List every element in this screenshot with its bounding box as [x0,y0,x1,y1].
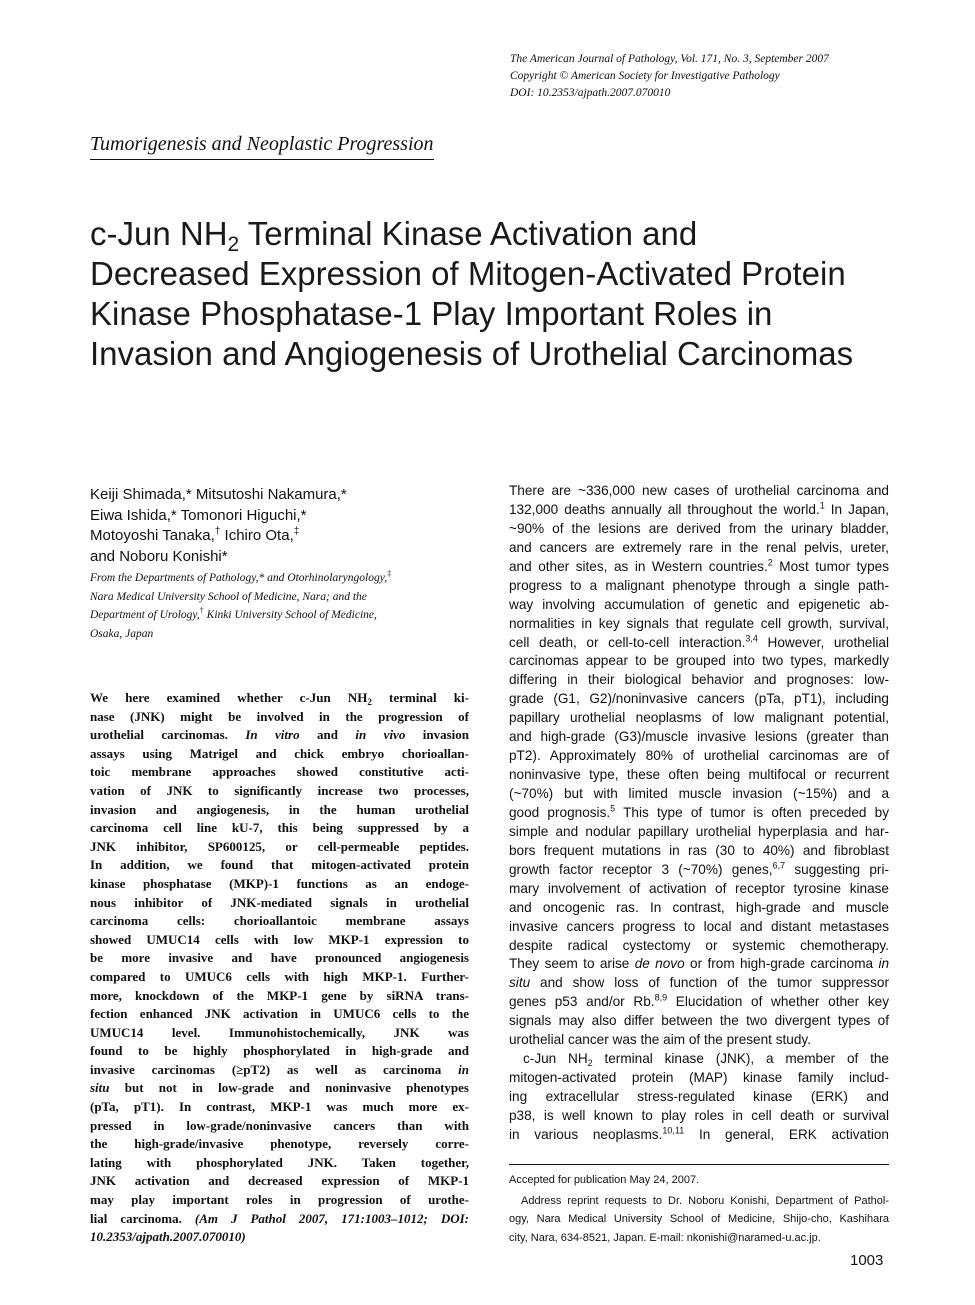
affiliation-mark: ‡ [387,569,392,579]
abstract-line [90,726,469,745]
abstract-line: vation of JNK to significantly increase two processes, [90,782,469,798]
body-line [509,1050,889,1069]
affiliation-text: From the Departments of Pathology,* and Otorhinolaryngology, [90,572,388,584]
body-line: despite radical cystectomy or systemic chemotherapy. [509,937,889,953]
abstract-subscript: 2 [367,697,372,707]
abstract-line: nous inhibitor of JNK-mediated signals in urothelial [90,894,469,910]
abstract-line [90,689,469,708]
journal-info [510,51,930,102]
abstract [90,689,469,1247]
body-line: grade (G1, G2)/noninvasive cancers (pTa, pT1), including [509,691,889,707]
body-line: carcinomas appear to be grouped into two types, markedly [509,653,889,669]
author-line: and Noboru Konishi* [90,547,228,565]
abstract-line: found to be highly phosphorylated in high-grade and [90,1043,469,1059]
body-line [509,861,889,880]
affiliation-text: Department of Urology, [90,609,200,621]
reference-mark: 2 [767,557,773,568]
author-text: Motoyoshi Tanaka, [90,527,215,544]
abstract-line: showed UMUC14 cells with low MKP-1 expression to [90,931,469,947]
abstract-text: terminal ki- [371,690,469,705]
footnote-reprint: city, Nara, 634-8521, Japan. E-mail: nkonishi@naramed-u.ac.jp. [509,1231,821,1244]
body-line [509,993,889,1012]
journal-doi: DOI: 10.2353/ajpath.2007.070010 [510,87,671,99]
body-line: normalities in key signals that regulate cell growth, survival, [509,615,889,631]
footnote-accepted: Accepted for publication May 24, 2007. [509,1174,700,1186]
abstract-line: JNK activation and decreased expression of MKP-1 [90,1173,469,1189]
abstract-line [90,1079,469,1098]
title-subscript: 2 [227,233,240,256]
author-line: Eiwa Ishida,* Tomonori Higuchi,* [90,506,307,524]
body-line: and oncogenic ras. In contrast, high-grade and muscle [509,899,889,915]
body-line: p38, is well known to play roles in cell death or survival [509,1107,889,1123]
affiliation-text: Kinki University School of Medicine, [203,609,377,621]
body-line: ing extracellular stress-regulated kinase (ERK) and [509,1089,889,1104]
title-text: c-Jun NH [90,215,228,252]
footnote-reprint: ogy, Nara Medical University School of Medicine, Shijo-cho, Kashihara [509,1213,889,1226]
article-title [90,214,910,374]
abstract-italic: In vitro [245,727,300,743]
body-line [509,955,889,974]
author-list [90,485,480,567]
body-italic: in [878,956,890,972]
body-line [509,558,889,577]
body-line: There are ~336,000 new cases of urothelial carcinoma and [509,483,889,498]
abstract-line [90,1228,469,1247]
author-text: Ichiro Ota, [220,527,294,544]
abstract-line: may play important roles in progression of urothe- [90,1192,469,1208]
body-span: They seem to arise [509,956,635,972]
abstract-line: compared to UMUC6 cells with high MKP-1. Further- [90,968,469,984]
body-span: and other sites, as in Western countries. [509,558,768,574]
abstract-citation: (Am J Pathol 2007, 171:1003–1012; DOI: [194,1210,469,1226]
footnotes [509,1171,889,1247]
abstract-text: but not in low-grade and noninvasive phenotypes [109,1080,469,1096]
body-line: signals may also differ between the two divergent types of [509,1013,889,1029]
body-line [509,804,889,823]
body-line [509,1126,889,1145]
author-mark: ‡ [293,526,300,537]
body-span: However, urothelial [757,634,889,650]
abstract-text: and [299,727,356,743]
abstract-line: carcinoma cell line kU-7, this being suppressed by a [90,820,469,836]
body-line: bors frequent mutations in ras (30 to 40%) and fibroblast [509,842,889,858]
body-span: genes p53 and/or Rb. [509,994,655,1010]
abstract-line: assays using Matrigel and chick embryo chorioallan- [90,745,469,761]
abstract-line: lating with phosphorylated JNK. Taken together, [90,1154,469,1170]
abstract-line: nase (JNK) might be involved in the progression of [90,708,469,724]
abstract-text: We here examined whether c-Jun NH [90,690,368,705]
abstract-line: UMUC14 level. Immunohistochemically, JNK was [90,1024,469,1040]
journal-citation: The American Journal of Pathology, Vol. 171, No. 3, September 2007 [510,53,829,65]
author-line [90,526,480,547]
affiliation-line [90,569,480,588]
title-text: Terminal Kinase Activation and [239,215,698,252]
reference-mark: 6,7 [772,860,786,871]
body-line: mitogen-activated protein (MAP) kinase family includ- [509,1070,889,1086]
body-line: and cancers are extremely rare in the renal pelvis, ureter, [509,539,889,555]
journal-copyright: Copyright © American Society for Investigative Pathology [510,70,780,82]
body-span: 132,000 deaths annually all throughout the world. [509,501,820,517]
author-line: Keiji Shimada,* Mitsutoshi Nakamura,* [90,486,347,503]
body-text [509,482,889,1145]
body-line: simple and nodular papillary urothelial hyperplasia and har- [509,823,889,839]
footnote-reprint: Address reprint requests to Dr. Noboru Konishi, Department of Pathol- [521,1195,889,1208]
body-line: papillary urothelial neoplasms of low malignant potential, [509,710,889,726]
title-line-2: Decreased Expression of Mitogen-Activated Protein [90,255,846,292]
body-line: invasive cancers progress to local and distant metastases [509,918,889,934]
body-span: good prognosis. [509,804,611,820]
body-span: in various neoplasms. [509,1126,663,1142]
abstract-text: invasion [405,727,469,743]
abstract-italic: in [458,1061,469,1077]
body-span: and show loss of function of the tumor suppressor [530,975,889,991]
affiliation-mark: † [199,606,204,616]
title-line-1 [90,214,910,254]
abstract-line: fection enhanced JNK activation in UMUC6 cells to the [90,1006,469,1022]
affiliation-line: Osaka, Japan [90,627,154,640]
affiliation-line [90,606,480,625]
body-line: progress to a malignant phenotype through a single path- [509,577,889,593]
body-italic: de novo [634,956,685,972]
body-line: differing in their biological behavior and prognoses: low- [509,672,889,688]
abstract-line: kinase phosphatase (MKP)-1 functions as an endoge- [90,875,469,891]
body-line: urothelial cancer was the aim of the present study. [509,1032,811,1048]
abstract-text: urothelial carcinomas. [90,727,246,743]
body-line: mary involvement of activation of receptor tyrosine kinase [509,880,889,896]
affiliation [90,569,480,643]
body-italic: situ [509,975,531,991]
abstract-italic: in vivo [355,727,406,743]
abstract-line: the high-grade/invasive phenotype, reversely corre- [90,1136,469,1152]
body-line [509,634,889,653]
abstract-line: more, knockdown of the MKP-1 gene by siRNA trans- [90,987,469,1003]
body-line [509,501,889,520]
author-mark: † [214,526,221,537]
abstract-line: invasion and angiogenesis, in the human urothelial [90,801,469,817]
abstract-citation: 10.2353/ajpath.2007.070010) [90,1229,246,1245]
abstract-italic: situ [90,1080,110,1096]
affiliation-line: Nara Medical University School of Medicine, Nara; and the [90,590,367,603]
body-span: In general, ERK activation [684,1126,889,1142]
reference-mark: 3,4 [745,632,758,643]
reference-mark: 1 [819,500,825,511]
section-heading: Tumorigenesis and Neoplastic Progression [90,131,434,160]
abstract-line: be more invasive and have pronounced angiogenesis [90,950,469,966]
body-line: way involving accumulation of genetic and epigenetic ab- [509,596,889,612]
abstract-line: toic membrane approaches showed constitutive acti- [90,764,469,780]
abstract-line [90,1210,469,1229]
body-subscript: 2 [587,1058,593,1069]
body-line: and high-grade (G3)/muscle invasive lesions (greater than [509,729,889,745]
body-span: Most tumor types [772,558,889,574]
body-span: suggesting pri- [785,861,889,877]
abstract-line [90,1061,469,1080]
body-span: or from high-grade carcinoma [684,956,879,972]
abstract-line: (pTa, pT1). In contrast, MKP-1 was much more ex- [90,1099,469,1115]
abstract-text: lial carcinoma. [90,1210,182,1226]
body-span: Elucidation of whether other key [667,994,889,1010]
body-line: ~90% of the lesions are derived from the urinary bladder, [509,520,889,536]
title-line-4: Invasion and Angiogenesis of Urothelial Carcinomas [90,335,854,372]
abstract-text: invasive carcinomas (≥pT2) as well as carcinoma [90,1061,459,1077]
body-line: pT2). Approximately 80% of urothelial carcinomas are of [509,748,889,764]
abstract-line: JNK inhibitor, SP600125, or cell-permeable peptides. [90,838,469,854]
body-span: terminal kinase (JNK), a member of the [592,1051,889,1067]
body-line: (~70%) but with limited muscle invasion (~15%) and a [509,786,889,801]
body-span: cell death, or cell-to-cell interaction. [509,634,746,650]
abstract-line: pressed in low-grade/noninvasive cancers than with [90,1117,469,1133]
body-span: In Japan, [824,501,889,517]
page-number: 1003 [850,1252,884,1269]
reference-mark: 5 [610,803,616,814]
body-line: noninvasive type, these often being multifocal or recurrent [509,767,889,783]
body-span: This type of tumor is often preceded by [615,804,889,820]
abstract-line: In addition, we found that mitogen-activated protein [90,857,469,873]
title-line-3: Kinase Phosphatase-1 Play Important Roles in [90,295,773,332]
body-span: growth factor receptor 3 (~70%) genes, [509,861,773,877]
reference-mark: 10,11 [662,1125,685,1136]
body-span: c-Jun NH [523,1051,588,1067]
reference-mark: 8,9 [654,992,668,1003]
abstract-line: carcinoma cells: chorioallantoic membrane assays [90,913,469,929]
footnote-divider [509,1164,889,1165]
body-line [509,974,889,993]
